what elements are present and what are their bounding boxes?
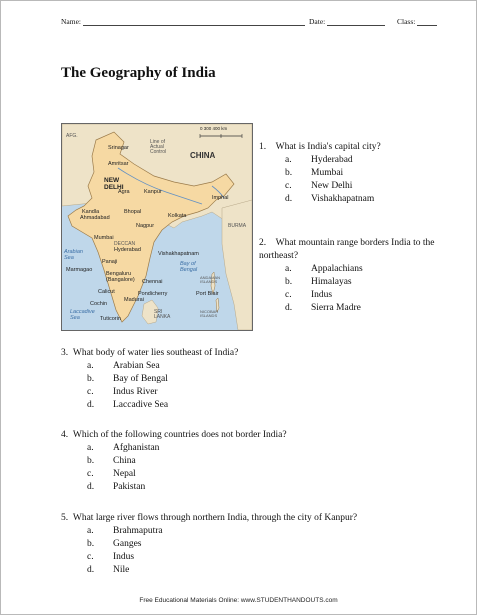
map-label-panaji: Panaji [102,259,118,265]
date-label: Date: [309,17,326,26]
map-label-imphal: Imphal [212,195,229,201]
option-5d[interactable]: d. Nile [87,565,130,575]
option-1b[interactable]: b. Mumbai [285,168,344,178]
map-label-pondicherry: Pondicherry [138,291,168,297]
date-field[interactable] [309,17,385,26]
map-label-arabian-sea: Arabian Sea [64,249,83,261]
question-5 [61,512,461,577]
map-label-burma: BURMA [228,223,247,229]
class-line [417,17,437,26]
option-3d[interactable]: d. Laccadive Sea [87,400,169,410]
option-3a[interactable]: a. Arabian Sea [87,361,160,371]
map-label-port-blair: Port Blair [196,291,219,297]
option-2b[interactable]: b. Himalayas [285,277,352,287]
map-label-afg: AFG. [66,133,78,139]
map-label-madurai: Madurai [124,297,144,303]
map-label-calicut: Calicut [98,289,115,295]
option-4a[interactable]: a. Afghanistan [87,443,160,453]
option-5c[interactable]: c. Indus [87,552,135,562]
name-line [83,17,305,26]
question-3 [61,347,451,412]
option-1a[interactable]: a. Hyderabad [285,155,353,165]
option-3c[interactable]: c. Indus River [87,387,158,397]
india-map [61,123,253,331]
question-stem: 1. What is India's capital city? [259,142,381,152]
map-label-amritsar: Amritsar [108,161,129,167]
map-label-agra: Agra [118,189,130,195]
name-label: Name: [61,17,81,26]
map-label-sri-lanka: SRI LANKA [154,309,171,320]
options-list [259,154,459,206]
map-label-kandla: Kandla [82,209,100,215]
map-scale: 0 300 400 km [200,126,228,131]
map-label-vishakhapatnam: Vishakhapatnam [158,251,199,257]
map-label-chennai: Chennai [142,279,163,285]
map-label-ahmadabad: Ahmadabad [80,215,110,221]
name-field[interactable] [61,17,305,26]
map-label-marmagao: Marmagao [66,267,93,273]
options-list [259,263,459,315]
option-5b[interactable]: b. Ganges [87,539,142,549]
map-label-kolkata: Kolkata [168,213,187,219]
date-line [327,17,385,26]
map-label-new-delhi: NEW DELHI [104,177,124,191]
map-label-bengaluru: Bengaluru (Bangalore) [106,271,135,283]
map-label-deccan: DECCAN [114,241,136,247]
option-3b[interactable]: b. Bay of Bengal [87,374,168,384]
map-label-hyderabad: Hyderabad [114,247,141,253]
map-label-mumbai: Mumbai [94,235,114,241]
option-1c[interactable]: c. New Delhi [285,181,353,191]
question-stem: 3. What body of water lies southeast of India? [61,348,239,358]
question-stem: 5. What large river flows through northern India, through the city of Kanpur? [61,513,358,523]
map-label-tuticorin: Tuticorin [100,316,121,322]
class-field[interactable] [397,17,437,26]
map-label-cochin: Cochin [90,301,108,307]
map-label-china: CHINA [190,151,216,160]
map-label-nicobar: NICOBAR ISLANDS [200,309,219,318]
option-4c[interactable]: c. Nepal [87,469,136,479]
map-label-bhopal: Bhopal [124,209,142,215]
map-label-nagpur: Nagpur [136,223,155,229]
option-4d[interactable]: d. Pakistan [87,482,146,492]
question-2 [259,237,459,315]
options-list [61,360,451,412]
option-5a[interactable]: a. Brahmaputra [87,526,163,536]
class-label: Class: [397,17,416,26]
option-2a[interactable]: a. Appalachians [285,264,363,274]
option-2c[interactable]: c. Indus [285,290,333,300]
map-label-laccadive-sea: Laccadive Sea [70,309,95,321]
map-label-line-control: Line of Actual Control [150,139,167,155]
question-stem: 2. What mountain range borders India to the northeast? [259,238,435,261]
options-list [61,525,461,577]
option-1d[interactable]: d. Vishakhapatnam [285,194,375,204]
question-stem: 4. Which of the following countries does not border India? [61,430,287,440]
map-label-bay-of-bengal: Bay of Bengal [180,261,198,273]
page-title: The Geography of India [61,65,216,81]
map-label-andaman: ANDAMAN ISLANDS [200,275,221,284]
question-4 [61,429,451,494]
question-1 [259,141,459,206]
map-label-srinagar: Srinagar [108,145,129,151]
options-list [61,442,451,494]
footer-credit: Free Educational Materials Online: www.STUDENTHANDOUTS.com [139,597,338,604]
option-4b[interactable]: b. China [87,456,136,466]
map-label-kanpur: Kanpur [144,189,162,195]
option-2d[interactable]: d. Sierra Madre [285,303,361,313]
